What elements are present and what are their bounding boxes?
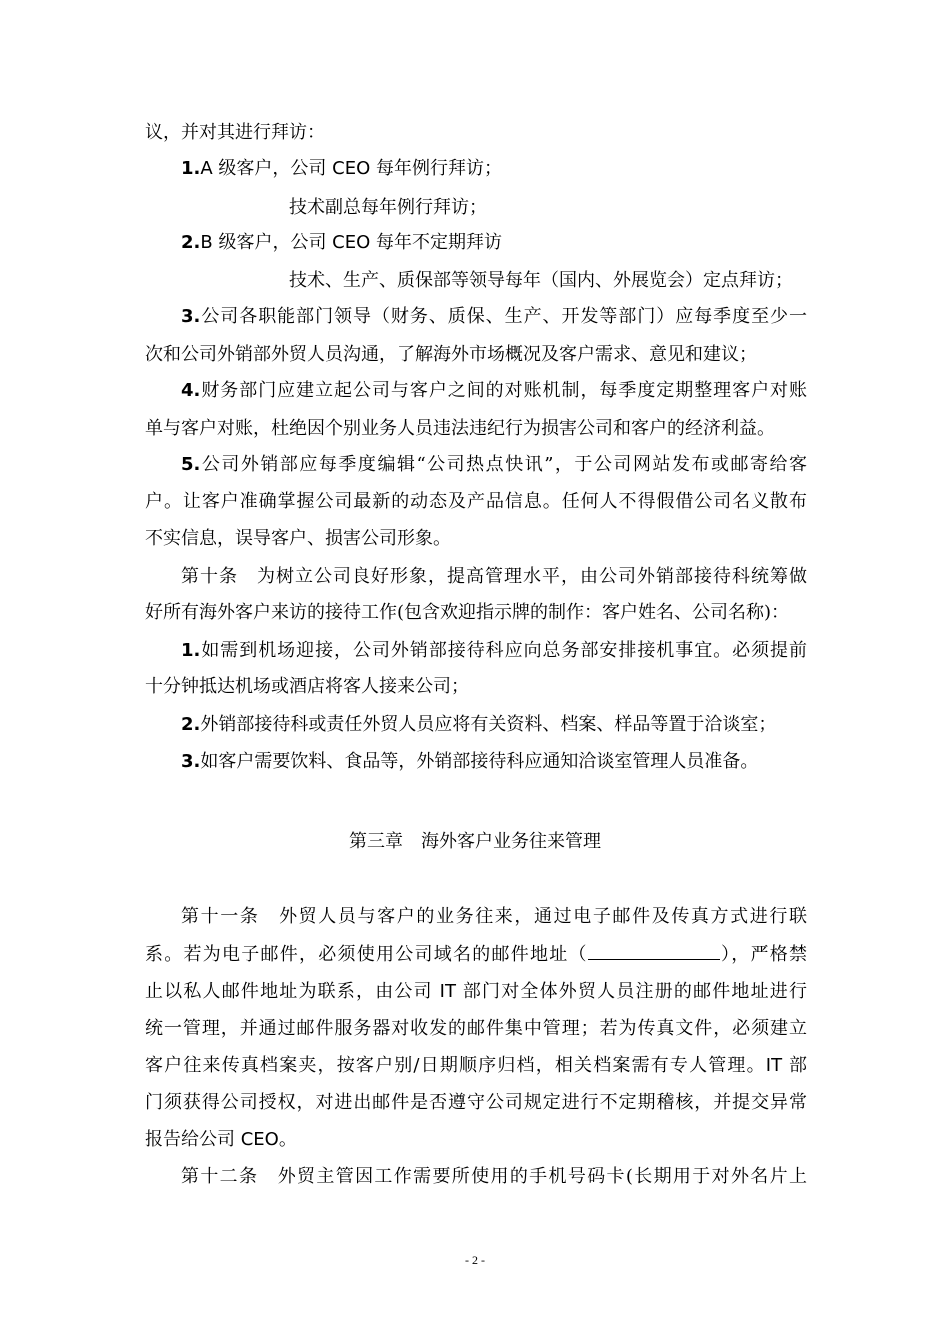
- list-subitem: 技术副总每年例行拜访；: [289, 197, 487, 218]
- article-11-line-3: 止以私人邮件地址为联系，由公司 IT 部门对全体外贸人员注册的邮件地址进行: [145, 981, 807, 1002]
- article-10-item-1-line-2: 十分钟抵达机场或酒店将客人接来公司；: [145, 676, 469, 697]
- list-item-a-class-customer: 1.A 级客户，公司 CEO 每年例行拜访；: [181, 158, 502, 179]
- list-item-4-line-2: 单与客户对账，杜绝因个别业务人员违法违纪行为损害公司和客户的经济利益。: [145, 418, 775, 439]
- article-10-line-1: 第十条 为树立公司良好形象，提高管理水平，由公司外销部接待科统筹做: [181, 566, 807, 587]
- article-10-item-3: 3.如客户需要饮料、食品等，外销部接待科应通知洽谈室管理人员准备。: [181, 751, 759, 772]
- article-11-line-1: 第十一条 外贸人员与客户的业务往来，通过电子邮件及传真方式进行联: [181, 906, 807, 927]
- list-item-4-line-1: 4.财务部门应建立起公司与客户之间的对账机制，每季度定期整理客户对账: [181, 380, 807, 401]
- list-item-3-line-2: 次和公司外销部外贸人员沟通，了解海外市场概况及客户需求、意见和建议；: [145, 344, 757, 365]
- list-item-5-line-3: 不实信息，误导客户、损害公司形象。: [145, 528, 451, 549]
- article-11-line-2: 系。若为电子邮件，必须使用公司域名的邮件地址（ ），严格禁: [145, 944, 807, 965]
- email-address-blank: [588, 943, 720, 960]
- list-number: 2.: [181, 232, 201, 253]
- article-11-line-5: 客户往来传真档案夹，按客户别/日期顺序归档，相关档案需有专人管理。IT 部: [145, 1055, 807, 1076]
- article-11-line-7: 报告给公司 CEO。: [145, 1129, 297, 1150]
- page-number: - 2 -: [465, 1253, 485, 1267]
- list-number: 1.: [181, 640, 201, 661]
- article-10-line-2: 好所有海外客户来访的接待工作(包含欢迎指示牌的制作：客户姓名、公司名称)：: [145, 602, 790, 623]
- list-item-3-line-1: 3.公司各职能部门领导（财务、质保、生产、开发等部门）应每季度至少一: [181, 306, 807, 327]
- list-number: 3.: [181, 751, 201, 772]
- article-10-item-1-line-1: 1.如需到机场迎接，公司外销部接待科应向总务部安排接机事宜。必须提前: [181, 640, 807, 661]
- article-12-line-1: 第十二条 外贸主管因工作需要所使用的手机号码卡(长期用于对外名片上: [181, 1166, 807, 1187]
- list-number: 4.: [181, 380, 201, 401]
- chapter-heading: 第三章 海外客户业务往来管理: [349, 831, 601, 852]
- list-number: 2.: [181, 714, 201, 735]
- list-number: 5.: [181, 454, 201, 475]
- article-10-item-2: 2.外销部接待科或责任外贸人员应将有关资料、档案、样品等置于洽谈室；: [181, 714, 777, 735]
- list-item-5-line-2: 户。让客户准确掌握公司最新的动态及产品信息。任何人不得假借公司名义散布: [145, 491, 807, 512]
- list-subitem: 技术、生产、质保部等领导每年（国内、外展览会）定点拜访；: [289, 270, 793, 291]
- list-number: 1.: [181, 158, 201, 179]
- list-item-5-line-1: 5.公司外销部应每季度编辑“公司热点快讯”，于公司网站发布或邮寄给客: [181, 454, 807, 475]
- list-number: 3.: [181, 306, 201, 327]
- article-11-line-6: 门须获得公司授权，对进出邮件是否遵守公司规定进行不定期稽核，并提交异常: [145, 1092, 807, 1113]
- article-11-line-4: 统一管理，并通过邮件服务器对收发的邮件集中管理；若为传真文件，必须建立: [145, 1018, 807, 1039]
- paragraph-line: 议，并对其进行拜访：: [145, 122, 325, 143]
- list-item-b-class-customer: 2.B 级客户，公司 CEO 每年不定期拜访: [181, 232, 503, 253]
